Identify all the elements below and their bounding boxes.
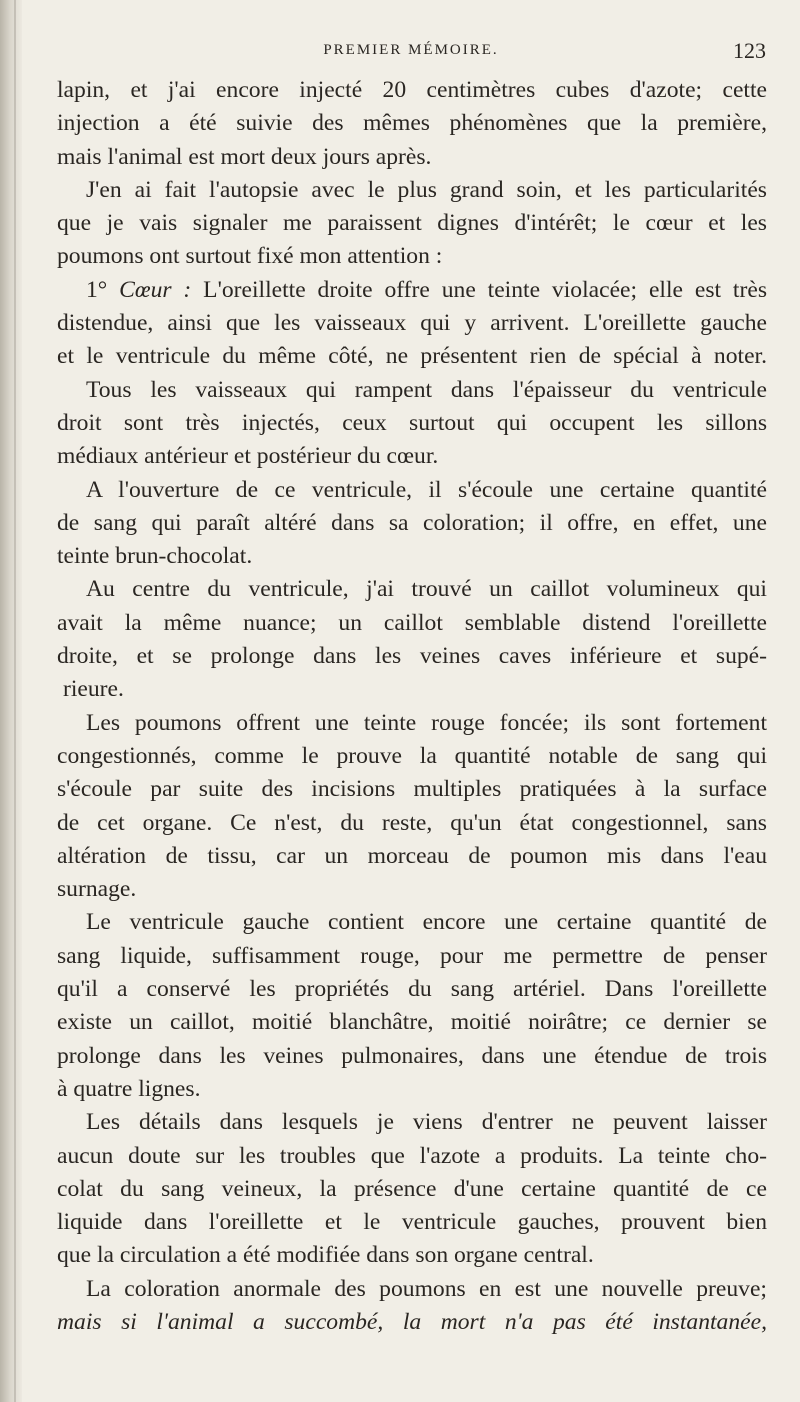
text-line: lapin, et j'ai encore injecté 20 centimètres cubes d'azote; cette (57, 77, 767, 103)
page-binding-edge (0, 0, 22, 1402)
text-line: altération de tissu, car un morceau de poumon mis dans l'eau (57, 842, 767, 869)
text-line: rieure. (63, 676, 124, 703)
document-body (57, 74, 767, 1339)
text-line-continuation: L'oreillette droite offre une teinte violacée; elle est très (203, 276, 768, 303)
text-line: Tous les vaisseaux qui rampent dans l'épaisseur du ventricule (86, 376, 767, 403)
page-binding-shadow (14, 0, 16, 1402)
text-line: poumons ont surtout fixé mon attention : (57, 243, 443, 270)
text-line: A l'ouverture de ce ventricule, il s'écoule une certaine quantité (86, 476, 767, 503)
text-line: Les poumons offrent une teinte rouge foncée; ils sont fortement (86, 709, 767, 736)
text-line: Au centre du ventricule, j'ai trouvé un caillot volumineux qui (86, 576, 767, 603)
text-line: que je vais signaler me paraissent dignes d'intérêt; le cœur et les (57, 210, 767, 237)
running-head: PREMIER MÉMOIRE. (323, 42, 499, 58)
text-line: Les détails dans lesquels je viens d'entrer ne peuvent laisser (86, 1109, 767, 1136)
text-line: à quatre lignes. (57, 1075, 201, 1102)
text-line: teinte brun-chocolat. (57, 543, 253, 570)
text-line: qu'il a conservé les propriétés du sang artériel. Dans l'oreillette (57, 976, 767, 1003)
text-line: sang liquide, suffisamment rouge, pour me permettre de penser (57, 942, 767, 969)
text-line-italic: mais si l'animal a succombé, la mort n'a pas été instantanée, (57, 1308, 767, 1335)
text-line: de cet organe. Ce n'est, du reste, qu'un état congestionnel, sans (57, 809, 767, 836)
text-line: injection a été suivie des mêmes phénomènes que la première, (57, 110, 767, 137)
text-line: avait la même nuance; un caillot semblable distend l'oreillette (57, 609, 767, 636)
text-line: J'en ai fait l'autopsie avec le plus grand soin, et les particularités (86, 176, 767, 203)
text-line: s'écoule par suite des incisions multiples pratiquées à la surface (57, 776, 767, 803)
text-line: distendue, ainsi que les vaisseaux qui y arrivent. L'oreillette gauche (57, 310, 767, 337)
text-line: droit sont très injectés, ceux surtout qui occupent les sillons (57, 409, 767, 436)
page-number: 123 (733, 38, 766, 63)
page-header (56, 38, 766, 64)
text-line: droite, et se prolonge dans les veines caves inférieure et supé- (57, 643, 767, 670)
text-line: et le ventricule du même côté, ne présentent rien de spécial à noter. (57, 343, 767, 370)
text-line: existe un caillot, moitié blanchâtre, moitié noirâtre; ce dernier se (57, 1009, 767, 1036)
text-line: de sang qui paraît altéré dans sa coloration; il offre, en effet, une (57, 509, 767, 536)
text-line: congestionnés, comme le prouve la quantité notable de sang qui (57, 742, 767, 769)
text-line: aucun doute sur les troubles que l'azote a produits. La teinte cho- (57, 1142, 767, 1169)
text-line: La coloration anormale des poumons en est une nouvelle preuve; (86, 1275, 767, 1302)
text-line: que la circulation a été modifiée dans son organe central. (57, 1242, 594, 1269)
text-line: colat du sang veineux, la présence d'une certaine quantité de ce (57, 1175, 767, 1202)
heart-section-line (57, 274, 767, 307)
text-line: Le ventricule gauche contient encore une certaine quantité de (86, 909, 767, 936)
text-line: surnage. (57, 876, 137, 903)
text-line: liquide dans l'oreillette et le ventricule gauches, prouvent bien (57, 1209, 767, 1236)
text-line: prolonge dans les veines pulmonaires, dans une étendue de trois (57, 1042, 767, 1069)
text-line: mais l'animal est mort deux jours après. (57, 143, 432, 170)
item-number: 1° (86, 276, 108, 303)
text-line: médiaux antérieur et postérieur du cœur. (57, 443, 439, 470)
section-heading-heart: Cœur : (119, 276, 192, 303)
